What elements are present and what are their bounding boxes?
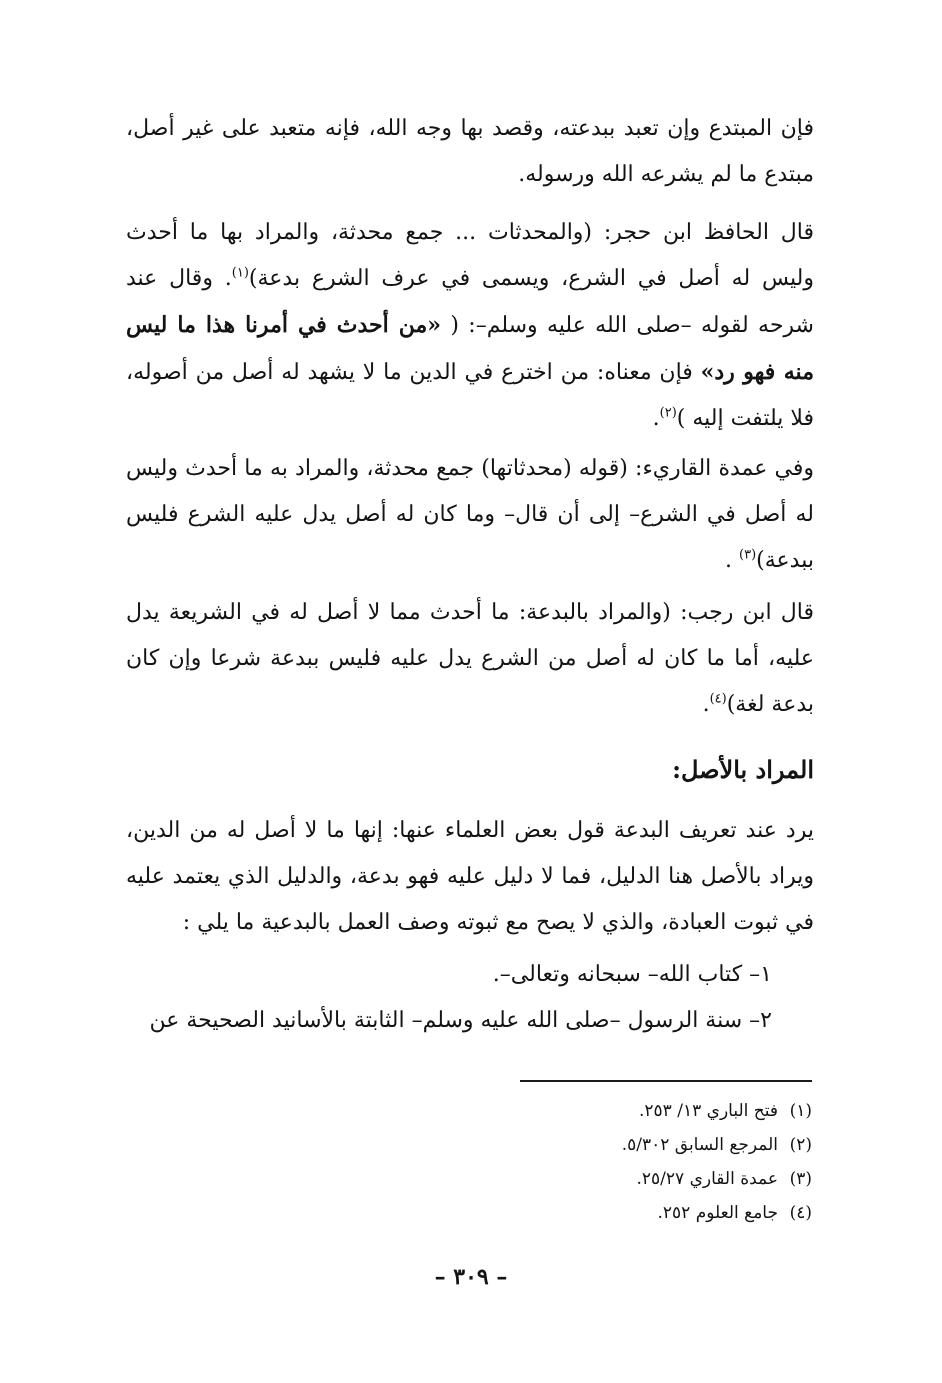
paragraph-text: . وقال عند شرحه لقوله –صلى الله عليه وسلم–: ( <box>126 266 814 338</box>
paragraph-text: . <box>702 692 710 717</box>
paragraph-text: وفي عمدة القاريء: (قوله (محدثاتها) جمع محدثة، والمراد به ما أحدث وليس له أصل في الشرع– إلى أن قال– وما كان له أصل يدل عليه الشرع فليس ببدعة) <box>126 456 814 573</box>
paragraph-text: قال ابن رجب: (والمراد بالبدعة: ما أحدث مما لا أصل له في الشريعة يدل عليه، أما ما كان له أصل من الشرع يدل عليه فليس ببدعة شرعا وإن كان بدعة لغة) <box>126 600 814 717</box>
paragraph-text: فإن المبتدع وإن تعبد ببدعته، وقصد بها وجه الله، فإنه متعبد على غير أصل، مبتدع ما لم يشرعه الله ورسوله. <box>126 116 814 187</box>
list-item-2: ٢– سنة الرسول –صلى الله عليه وسلم– الثابتة بالأسانيد الصحيحة عن <box>149 1008 772 1033</box>
footnote-number: (٤) <box>789 1203 812 1223</box>
paragraph-text: فإن معناه: من اخترع في الدين ما لا يشهد له أصل من أصوله، فلا يلتفت إليه ) <box>126 360 814 431</box>
list-item-1: ١– كتاب الله– سبحانه وتعالى–. <box>492 962 772 987</box>
footnote-number: (١) <box>789 1101 812 1121</box>
footnote-number: (٣) <box>789 1169 812 1189</box>
footnote-text: جامع العلوم ٢٥٢. <box>657 1203 778 1223</box>
paragraph-text: . <box>725 548 740 573</box>
paragraph-definition-origin <box>126 808 814 946</box>
footnote-3 <box>400 1164 812 1194</box>
paragraph-ibn-rajab <box>126 590 814 728</box>
paragraph-innovator-worship <box>126 106 814 198</box>
footnote-marker-3[interactable]: (٣) <box>739 547 757 563</box>
footnote-1 <box>400 1096 812 1126</box>
footnote-marker-4[interactable]: (٤) <box>709 691 727 707</box>
footnote-text: المرجع السابق ٥/٣٠٢. <box>621 1135 778 1155</box>
hadith-quote: «من أحدث في أمرنا هذا ما ليس منه فهو رد» <box>126 312 814 385</box>
footnote-text: فتح الباري ١٣/ ٢٥٣. <box>639 1101 778 1121</box>
footnote-marker-2[interactable]: (٢) <box>659 405 677 421</box>
paragraph-ibn-hajar <box>126 210 814 442</box>
footnote-marker-1[interactable]: (١) <box>231 265 249 281</box>
page-number: – ٣٠٩ – <box>434 1264 508 1290</box>
paragraph-text: . <box>652 406 660 431</box>
footnote-text: عمدة القاري ٢٥/٢٧. <box>636 1169 778 1189</box>
paragraph-umdat-al-qari <box>126 446 814 584</box>
footnote-2 <box>400 1130 812 1160</box>
footnote-4 <box>400 1198 812 1228</box>
paragraph-text: قال الحافظ ابن حجر: (والمحدثات ... جمع محدثة، والمراد بها ما أحدث وليس له أصل في الشرع، ويسمى في عرف الشرع بدعة) <box>126 220 814 291</box>
footnote-number: (٢) <box>789 1135 812 1155</box>
footnote-separator <box>520 1080 812 1082</box>
paragraph-text: يرد عند تعريف البدعة قول بعض العلماء عنها: إنها ما لا أصل له من الدين، ويراد بالأصل هنا الدليل، فما لا دليل عليه فهو بدعة، والدليل الذي يعتمد عليه في ثبوت العبادة، والذي لا يصح مع ثبوته وصف العمل بالبدعية ما يلي : <box>126 818 814 935</box>
section-heading: المراد بالأصل: <box>672 755 814 784</box>
